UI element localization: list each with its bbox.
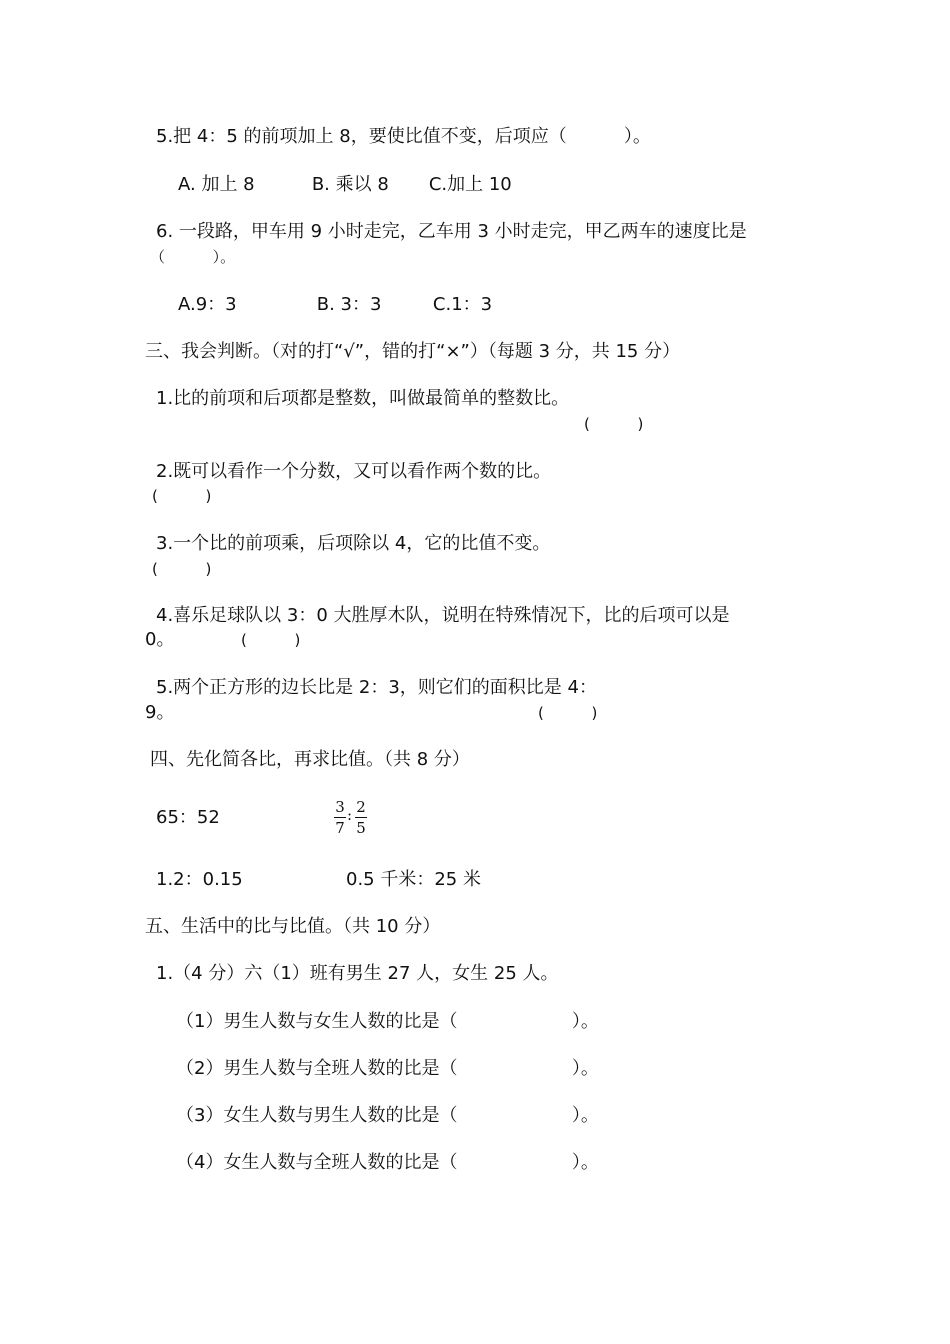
ratio-1-2-0-15: 1.2：0.15 (156, 869, 243, 890)
s5-sub2: （2）男生人数与全班人数的比是（ ）。 (176, 1058, 599, 1079)
s5-sub1: （1）男生人数与女生人数的比是（ ）。 (176, 1011, 599, 1032)
q5-text: 5.把 4：5 的前项加上 8，要使比值不变，后项应（ ）。 (156, 126, 651, 147)
section3-title: 三、我会判断。（对的打“√”，错的打“×”）（每题 3 分，共 15 分） (145, 341, 681, 362)
s5-q1: 1.（4 分）六（1）班有男生 27 人，女生 25 人。 (156, 963, 559, 984)
q6-text: 6. 一段路，甲车用 9 小时走完，乙车用 3 小时走完，甲乙两车的速度比是 (156, 221, 747, 242)
s3-item2: 2.既可以看作一个分数，又可以看作两个数的比。 (156, 461, 552, 482)
q5-options: A. 加上 8 B. 乘以 8 C.加上 10 (178, 174, 512, 195)
fraction2-bar (355, 817, 367, 818)
ratio-65-52: 65：52 (156, 807, 220, 828)
s3-item2-blank: ( ) (152, 487, 212, 505)
section5-title: 五、生活中的比与比值。（共 10 分） (145, 916, 441, 937)
s3-item4-blank: ( ) (241, 631, 301, 649)
fraction1-denominator: 7 (335, 819, 345, 837)
fraction1-bar (334, 817, 346, 818)
fraction2-denominator: 5 (356, 819, 366, 837)
s3-item4-line2: 0。 (145, 629, 175, 650)
s3-item5: 5.两个正方形的边长比是 2：3，则它们的面积比是 4： (156, 677, 597, 698)
fraction-colon: : (347, 806, 353, 824)
s5-sub4: （4）女生人数与全班人数的比是（ ）。 (176, 1152, 599, 1173)
s3-item5-blank: ( ) (538, 704, 598, 722)
fraction-ratio (334, 798, 374, 840)
s3-item3: 3.一个比的前项乘，后项除以 4，它的比值不变。 (156, 533, 551, 554)
s3-item4: 4.喜乐足球队以 3：0 大胜厚木队，说明在特殊情况下，比的后项可以是 (156, 605, 730, 626)
s3-item3-blank: ( ) (152, 560, 212, 578)
s3-item5-line2: 9。 (145, 702, 175, 723)
fraction1-numerator: 3 (335, 798, 345, 816)
fraction2-numerator: 2 (356, 798, 366, 816)
s3-item1: 1.比的前项和后项都是整数，叫做最简单的整数比。 (156, 388, 570, 409)
q6-blank: （ ）。 (150, 248, 236, 266)
q6-options: A.9：3 B. 3：3 C.1：3 (178, 294, 493, 315)
section4-title: 四、先化简各比，再求比值。（共 8 分） (150, 749, 470, 770)
s3-item1-blank: ( ) (584, 415, 644, 433)
ratio-km-m: 0.5 千米：25 米 (346, 869, 481, 890)
s5-sub3: （3）女生人数与男生人数的比是（ ）。 (176, 1105, 599, 1126)
